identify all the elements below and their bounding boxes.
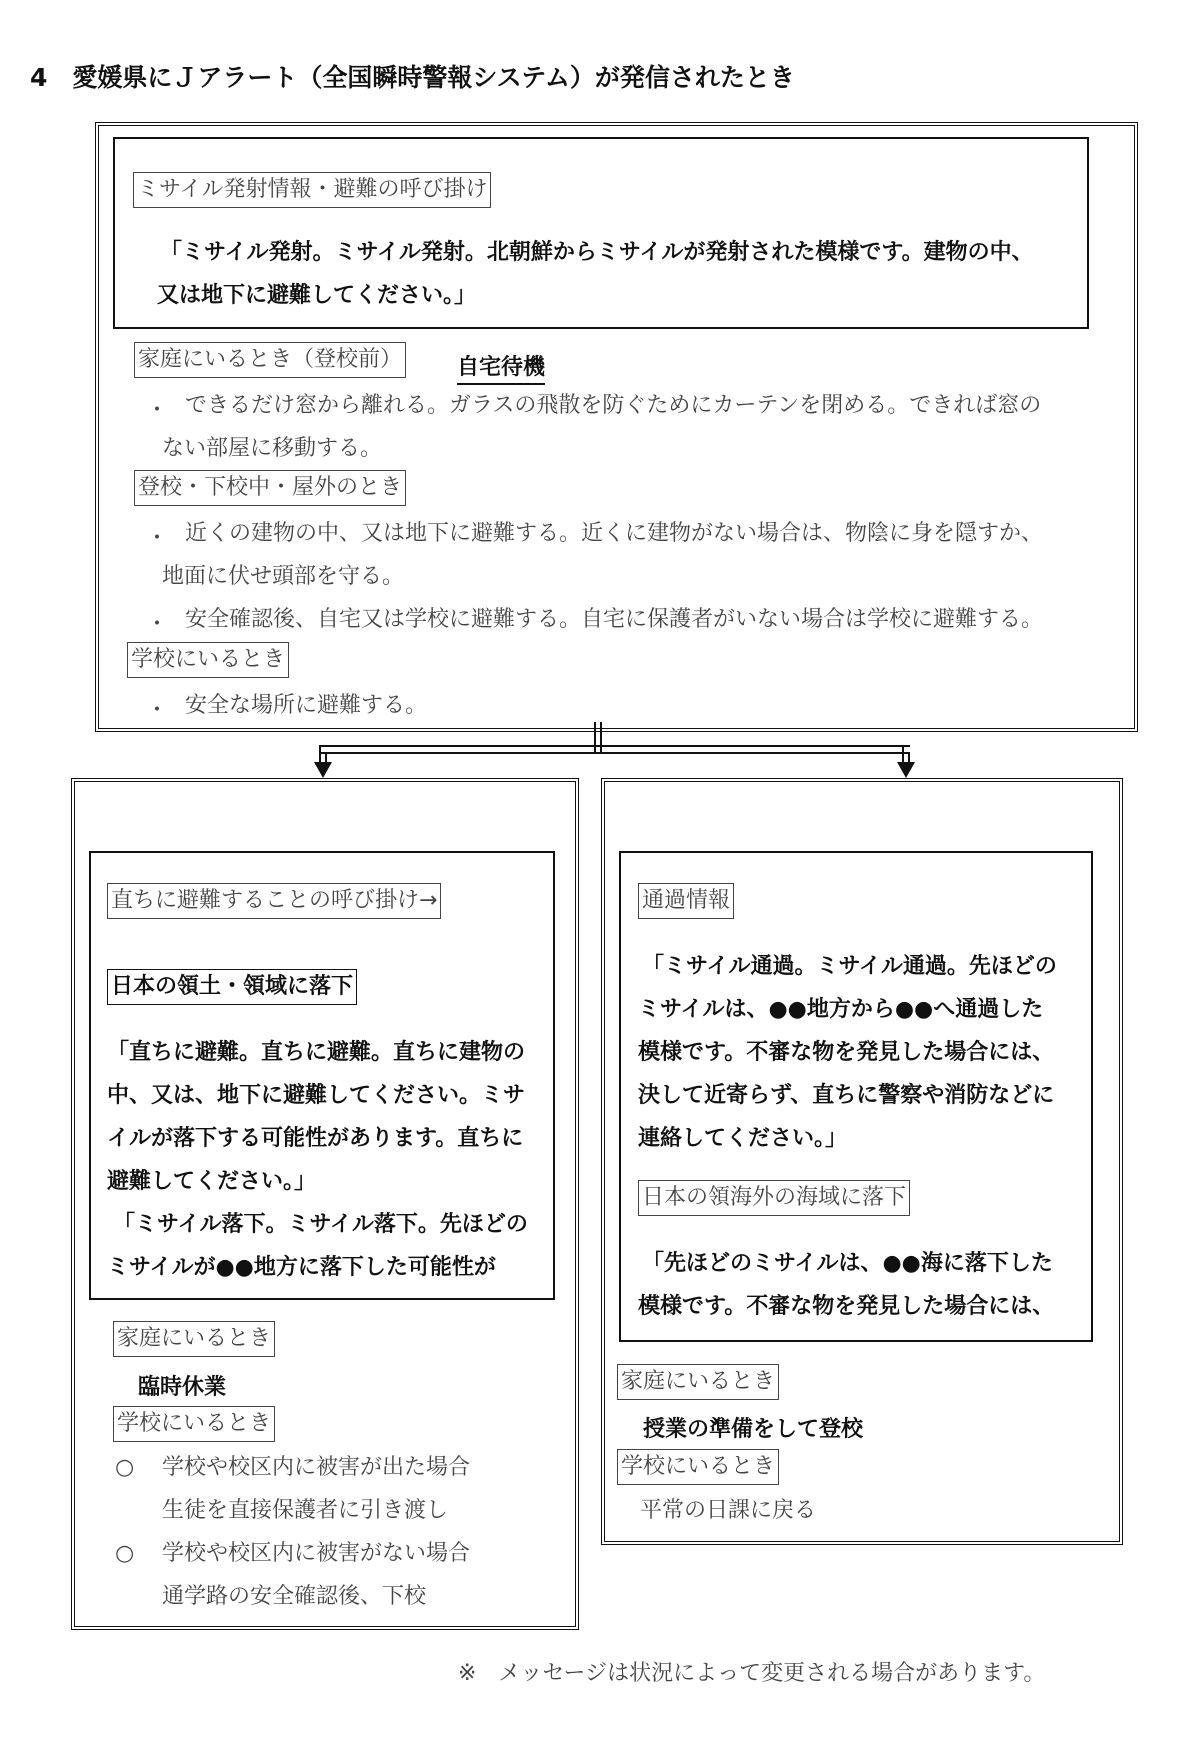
left-home-label: 家庭にいるとき <box>113 1321 275 1357</box>
left-message-line-5: 「ミサイル落下。ミサイル落下。先ほどの <box>113 1212 528 1237</box>
connector-line <box>319 745 321 763</box>
left-message-line-4: 避難してください。」 <box>107 1169 317 1194</box>
connector-line <box>594 722 596 752</box>
arrow-down-icon <box>314 762 332 778</box>
temporary-closure-action: 臨時休業 <box>138 1375 227 1400</box>
no-damage-case-action: 通学路の安全確認後、下校 <box>162 1584 427 1609</box>
circle-icon: ○ <box>115 1541 135 1566</box>
home-instruction-line-2: ない部屋に移動する。 <box>162 436 383 461</box>
return-to-normal-action: 平常の日課に戻る <box>640 1498 817 1523</box>
home-standby-action: 自宅待機 <box>457 350 545 385</box>
territory-fall-label: 日本の領土・領域に落下 <box>107 969 357 1005</box>
connector-line <box>319 752 910 754</box>
prepare-and-attend-action: 授業の準備をして登校 <box>643 1417 864 1442</box>
right-message-line-7: 模様です。不審な物を発見した場合には、 <box>638 1294 1055 1319</box>
connector-line <box>319 745 910 747</box>
pass-info-label: 通過情報 <box>638 883 734 919</box>
damage-case-title: 学校や校区内に被害が出た場合 <box>162 1455 471 1480</box>
launch-info-label: ミサイル発射情報・避難の呼び掛け <box>133 172 491 208</box>
left-message-line-2: 中、又は、地下に避難してください。ミサ <box>107 1083 526 1108</box>
bullet-mark: ・ <box>146 698 169 723</box>
left-school-label: 学校にいるとき <box>113 1406 275 1442</box>
commute-outdoor-label: 登校・下校中・屋外のとき <box>134 470 406 506</box>
home-instruction-line-1: できるだけ窓から離れる。ガラスの飛散を防ぐためにカーテンを閉める。できれば窓の <box>185 393 1042 418</box>
arrow-down-icon <box>897 762 915 778</box>
launch-message-line-1: 「ミサイル発射。ミサイル発射。北朝鮮からミサイルが発射された模様です。建物の中、 <box>160 240 1034 265</box>
right-school-label: 学校にいるとき <box>617 1449 779 1485</box>
home-before-school-label: 家庭にいるとき（登校前） <box>134 342 406 378</box>
bullet-mark: ・ <box>146 612 169 637</box>
at-school-instruction: 安全な場所に避難する。 <box>185 693 428 718</box>
right-home-label: 家庭にいるとき <box>617 1364 779 1400</box>
commute-instruction-line-2: 安全確認後、自宅又は学校に避難する。自宅に保護者がいない場合は学校に避難する。 <box>185 607 1044 632</box>
connector-line <box>600 722 602 752</box>
right-message-line-1: 「ミサイル通過。ミサイル通過。先ほどの <box>642 954 1057 979</box>
at-school-label: 学校にいるとき <box>127 642 289 678</box>
right-message-line-2: ミサイルは、●●地方から●●へ通過した <box>638 997 1044 1022</box>
right-message-line-3: 模様です。不審な物を発見した場合には、 <box>638 1040 1055 1065</box>
bullet-mark: ・ <box>146 398 169 423</box>
outside-waters-label: 日本の領海外の海域に落下 <box>638 1180 910 1216</box>
bullet-mark: ・ <box>146 526 169 551</box>
left-message-line-6: ミサイルが●●地方に落下した可能性が <box>107 1255 496 1280</box>
no-damage-case-title: 学校や校区内に被害がない場合 <box>162 1541 471 1566</box>
right-message-line-6: 「先ほどのミサイルは、●●海に落下した <box>642 1251 1053 1276</box>
left-message-line-3: イルが落下する可能性があります。直ちに <box>107 1126 524 1151</box>
footnote: ※ メッセージは状況によって変更される場合があります。 <box>458 1661 1046 1686</box>
connector-line <box>902 745 904 763</box>
right-message-line-5: 連絡してください。」 <box>638 1126 848 1151</box>
commute-instruction-line-1a: 近くの建物の中、又は地下に避難する。近くに建物がない場合は、物陰に身を隠すか、 <box>185 521 1044 546</box>
page-heading: 4 愛媛県にＪアラート（全国瞬時警報システム）が発信されたとき <box>30 63 795 92</box>
launch-message-line-2: 又は地下に避難してください。」 <box>157 283 477 308</box>
right-message-line-4: 決して近寄らず、直ちに警察や消防などに <box>638 1083 1055 1108</box>
commute-instruction-line-1b: 地面に伏せ頭部を守る。 <box>162 564 405 589</box>
evacuation-call-label: 直ちに避難することの呼び掛け→ <box>107 883 441 919</box>
left-message-line-1: 「直ちに避難。直ちに避難。直ちに建物の <box>107 1040 526 1065</box>
damage-case-action: 生徒を直接保護者に引き渡し <box>162 1498 449 1523</box>
circle-icon: ○ <box>115 1455 135 1480</box>
